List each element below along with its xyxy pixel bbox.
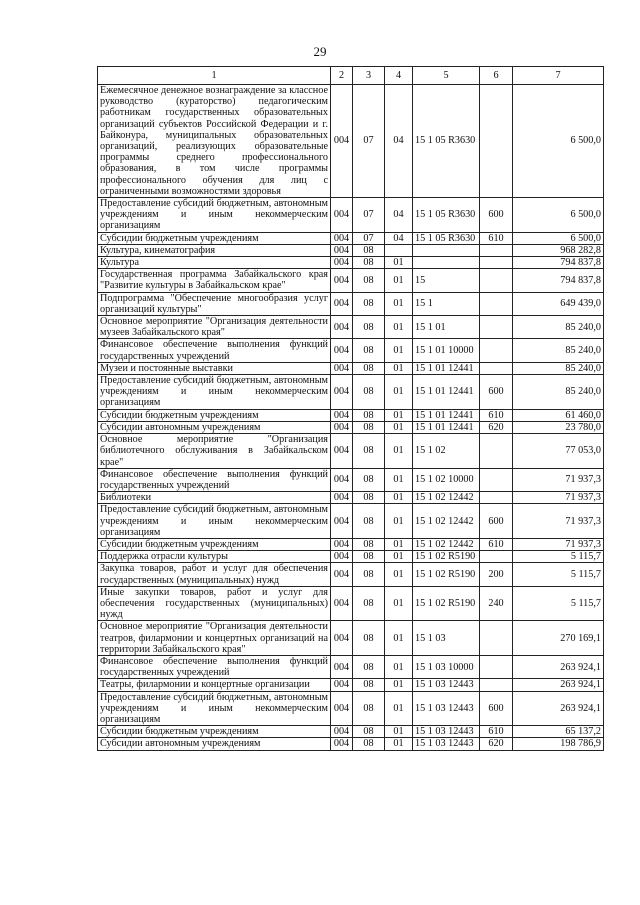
row-name: Субсидии бюджетным учреждениям [98, 232, 331, 244]
col2-code: 004 [331, 563, 353, 586]
col4-code: 01 [385, 468, 413, 491]
col5-code: 15 1 01 12441 [413, 421, 480, 433]
col4-code: 01 [385, 621, 413, 656]
col2-code: 004 [331, 434, 353, 469]
col5-code: 15 1 [413, 292, 480, 315]
col4-code: 01 [385, 691, 413, 726]
col4-code: 01 [385, 292, 413, 315]
col4-code: 01 [385, 586, 413, 621]
col3-code: 08 [353, 738, 385, 750]
col4-code: 01 [385, 375, 413, 410]
table-row [98, 198, 604, 233]
col3-code: 08 [353, 434, 385, 469]
header-cell: 4 [385, 67, 413, 85]
col4-code: 01 [385, 679, 413, 691]
col4-code: 01 [385, 409, 413, 421]
table-row [98, 691, 604, 726]
col6-code: 600 [480, 691, 513, 726]
col4-code: 01 [385, 738, 413, 750]
col6-code [480, 492, 513, 504]
amount: 198 786,9 [513, 738, 604, 750]
col6-code [480, 85, 513, 198]
row-name: Культура [98, 257, 331, 269]
col2-code: 004 [331, 292, 353, 315]
amount: 794 837,8 [513, 269, 604, 292]
col6-code [480, 244, 513, 256]
table-row [98, 232, 604, 244]
col3-code: 08 [353, 375, 385, 410]
col4-code: 01 [385, 551, 413, 563]
header-row [98, 67, 604, 85]
table-row [98, 339, 604, 362]
col2-code: 004 [331, 691, 353, 726]
row-name: Финансовое обеспечение выполнения функций государственных учреждений [98, 468, 331, 491]
col4-code: 01 [385, 257, 413, 269]
amount: 5 115,7 [513, 551, 604, 563]
col5-code: 15 1 02 10000 [413, 468, 480, 491]
col2-code: 004 [331, 538, 353, 550]
amount: 6 500,0 [513, 85, 604, 198]
row-name: Иные закупки товаров, работ и услуг для обеспечения государственных (муниципальных) нужд [98, 586, 331, 621]
col3-code: 08 [353, 257, 385, 269]
row-name: Субсидии автономным учреждениям [98, 421, 331, 433]
col5-code: 15 1 05 R3630 [413, 232, 480, 244]
table-row [98, 316, 604, 339]
col2-code: 004 [331, 316, 353, 339]
col2-code: 004 [331, 621, 353, 656]
row-name: Субсидии бюджетным учреждениям [98, 409, 331, 421]
col3-code: 08 [353, 316, 385, 339]
col4-code: 01 [385, 339, 413, 362]
header-cell: 3 [353, 67, 385, 85]
amount: 263 924,1 [513, 679, 604, 691]
col6-code [480, 339, 513, 362]
col3-code: 08 [353, 538, 385, 550]
row-name: Финансовое обеспечение выполнения функций государственных учреждений [98, 655, 331, 678]
col5-code: 15 [413, 269, 480, 292]
col6-code: 620 [480, 738, 513, 750]
table-row [98, 292, 604, 315]
col5-code: 15 1 05 R3630 [413, 85, 480, 198]
table-row [98, 434, 604, 469]
col4-code: 01 [385, 538, 413, 550]
col2-code: 004 [331, 655, 353, 678]
col3-code: 08 [353, 269, 385, 292]
col4-code: 04 [385, 198, 413, 233]
amount: 85 240,0 [513, 339, 604, 362]
col6-code: 600 [480, 375, 513, 410]
row-name: Предоставление субсидий бюджетным, автономным учреждениям и иным некоммерческим организациям [98, 198, 331, 233]
row-name: Закупка товаров, работ и услуг для обеспечения государственных (муниципальных) нужд [98, 563, 331, 586]
col3-code: 08 [353, 655, 385, 678]
table-row [98, 269, 604, 292]
col5-code: 15 1 02 R5190 [413, 563, 480, 586]
row-name: Субсидии бюджетным учреждениям [98, 538, 331, 550]
col2-code: 004 [331, 504, 353, 539]
table-row [98, 738, 604, 750]
col5-code: 15 1 02 12442 [413, 538, 480, 550]
row-name: Культура, кинематография [98, 244, 331, 256]
col3-code: 08 [353, 468, 385, 491]
col6-code: 610 [480, 726, 513, 738]
amount: 71 937,3 [513, 538, 604, 550]
col6-code: 600 [480, 504, 513, 539]
col3-code: 08 [353, 244, 385, 256]
header-cell: 1 [98, 67, 331, 85]
col6-code [480, 468, 513, 491]
col3-code: 08 [353, 621, 385, 656]
table-row [98, 679, 604, 691]
col3-code: 07 [353, 232, 385, 244]
amount: 85 240,0 [513, 375, 604, 410]
col4-code: 04 [385, 232, 413, 244]
col4-code: 01 [385, 362, 413, 374]
amount: 85 240,0 [513, 362, 604, 374]
col5-code: 15 1 03 12443 [413, 726, 480, 738]
page-number: 29 [313, 44, 327, 59]
amount: 968 282,8 [513, 244, 604, 256]
col6-code: 600 [480, 198, 513, 233]
amount: 263 924,1 [513, 691, 604, 726]
col5-code: 15 1 01 [413, 316, 480, 339]
col3-code: 08 [353, 409, 385, 421]
row-name: Поддержка отрасли культуры [98, 551, 331, 563]
col5-code: 15 1 02 [413, 434, 480, 469]
amount: 5 115,7 [513, 563, 604, 586]
col5-code: 15 1 01 12441 [413, 409, 480, 421]
row-name: Подпрограмма "Обеспечение многообразия услуг организаций культуры" [98, 292, 331, 315]
col6-code [480, 551, 513, 563]
table-row [98, 504, 604, 539]
table-row [98, 586, 604, 621]
col4-code: 01 [385, 316, 413, 339]
row-name: Основное мероприятие "Организация библиотечного обслуживания в Забайкальском крае" [98, 434, 331, 469]
row-name: Субсидии автономным учреждениям [98, 738, 331, 750]
col5-code: 15 1 02 R5190 [413, 551, 480, 563]
col6-code [480, 362, 513, 374]
col2-code: 004 [331, 375, 353, 410]
table-row [98, 655, 604, 678]
table-row [98, 468, 604, 491]
col3-code: 08 [353, 339, 385, 362]
table-row [98, 563, 604, 586]
amount: 270 169,1 [513, 621, 604, 656]
col4-code: 01 [385, 434, 413, 469]
header-cell: 2 [331, 67, 353, 85]
col3-code: 08 [353, 691, 385, 726]
header-cell: 6 [480, 67, 513, 85]
col4-code: 01 [385, 492, 413, 504]
col5-code: 15 1 03 12443 [413, 738, 480, 750]
row-name: Библиотеки [98, 492, 331, 504]
col5-code [413, 257, 480, 269]
col4-code: 01 [385, 504, 413, 539]
col2-code: 004 [331, 586, 353, 621]
col3-code: 08 [353, 726, 385, 738]
col5-code [413, 244, 480, 256]
col5-code: 15 1 03 [413, 621, 480, 656]
table-row [98, 538, 604, 550]
col5-code: 15 1 03 12443 [413, 691, 480, 726]
table-row [98, 492, 604, 504]
amount: 77 053,0 [513, 434, 604, 469]
amount: 6 500,0 [513, 232, 604, 244]
table-row [98, 375, 604, 410]
col5-code: 15 1 02 12442 [413, 504, 480, 539]
col3-code: 07 [353, 198, 385, 233]
amount: 6 500,0 [513, 198, 604, 233]
col6-code [480, 434, 513, 469]
row-name: Предоставление субсидий бюджетным, автономным учреждениям и иным некоммерческим организациям [98, 691, 331, 726]
col5-code: 15 1 01 10000 [413, 339, 480, 362]
col3-code: 08 [353, 504, 385, 539]
amount: 649 439,0 [513, 292, 604, 315]
col6-code: 610 [480, 538, 513, 550]
row-name: Основное мероприятие "Организация деятельности музеев Забайкальского края" [98, 316, 331, 339]
header-cell: 7 [513, 67, 604, 85]
table-row [98, 85, 604, 198]
col2-code: 004 [331, 726, 353, 738]
col6-code [480, 257, 513, 269]
table-row [98, 726, 604, 738]
amount: 263 924,1 [513, 655, 604, 678]
amount: 65 137,2 [513, 726, 604, 738]
col2-code: 004 [331, 198, 353, 233]
col6-code [480, 292, 513, 315]
col6-code: 240 [480, 586, 513, 621]
row-name: Финансовое обеспечение выполнения функций государственных учреждений [98, 339, 331, 362]
col3-code: 08 [353, 679, 385, 691]
amount: 794 837,8 [513, 257, 604, 269]
table-row [98, 421, 604, 433]
col3-code: 08 [353, 421, 385, 433]
budget-table [97, 66, 604, 751]
col2-code: 004 [331, 232, 353, 244]
amount: 85 240,0 [513, 316, 604, 339]
amount: 5 115,7 [513, 586, 604, 621]
amount: 23 780,0 [513, 421, 604, 433]
row-name: Предоставление субсидий бюджетным, автономным учреждениям и иным некоммерческим организациям [98, 375, 331, 410]
col6-code: 620 [480, 421, 513, 433]
col3-code: 08 [353, 551, 385, 563]
col4-code: 04 [385, 85, 413, 198]
header-cell: 5 [413, 67, 480, 85]
table-row [98, 244, 604, 256]
row-name: Музеи и постоянные выставки [98, 362, 331, 374]
col2-code: 004 [331, 551, 353, 563]
col4-code: 01 [385, 726, 413, 738]
col2-code: 004 [331, 362, 353, 374]
col3-code: 08 [353, 492, 385, 504]
table-row [98, 621, 604, 656]
col5-code: 15 1 05 R3630 [413, 198, 480, 233]
table-row [98, 257, 604, 269]
col3-code: 08 [353, 292, 385, 315]
col2-code: 004 [331, 421, 353, 433]
col3-code: 07 [353, 85, 385, 198]
col2-code: 004 [331, 85, 353, 198]
col4-code [385, 244, 413, 256]
col5-code: 15 1 02 R5190 [413, 586, 480, 621]
amount: 71 937,3 [513, 468, 604, 491]
col2-code: 004 [331, 492, 353, 504]
amount: 71 937,3 [513, 504, 604, 539]
col2-code: 004 [331, 339, 353, 362]
col6-code [480, 316, 513, 339]
col3-code: 08 [353, 362, 385, 374]
col5-code: 15 1 01 12441 [413, 362, 480, 374]
col6-code: 200 [480, 563, 513, 586]
col6-code: 610 [480, 232, 513, 244]
col6-code [480, 269, 513, 292]
col4-code: 01 [385, 655, 413, 678]
col5-code: 15 1 03 10000 [413, 655, 480, 678]
col2-code: 004 [331, 244, 353, 256]
col2-code: 004 [331, 269, 353, 292]
table-row [98, 409, 604, 421]
col4-code: 01 [385, 269, 413, 292]
amount: 71 937,3 [513, 492, 604, 504]
row-name: Ежемесячное денежное вознаграждение за классное руководство (кураторство) педагогическим работникам государственных образовательных организаций субъектов Российской Федерации и г. Байконура, муниципальных образовательных организаций, реализующих образовательные программы среднего профессионального образования, в том числе программы профессионального обучения для лиц с ограниченными возможностями здоровья [98, 85, 331, 198]
col2-code: 004 [331, 679, 353, 691]
row-name: Субсидии бюджетным учреждениям [98, 726, 331, 738]
col2-code: 004 [331, 738, 353, 750]
row-name: Основное мероприятие "Организация деятельности театров, филармонии и концертных организаций на территории Забайкальского края" [98, 621, 331, 656]
col5-code: 15 1 02 12442 [413, 492, 480, 504]
col4-code: 01 [385, 421, 413, 433]
col2-code: 004 [331, 257, 353, 269]
col5-code: 15 1 03 12443 [413, 679, 480, 691]
row-name: Предоставление субсидий бюджетным, автономным учреждениям и иным некоммерческим организациям [98, 504, 331, 539]
col6-code [480, 655, 513, 678]
col2-code: 004 [331, 468, 353, 491]
row-name: Театры, филармонии и концертные организации [98, 679, 331, 691]
col6-code: 610 [480, 409, 513, 421]
table-row [98, 362, 604, 374]
amount: 61 460,0 [513, 409, 604, 421]
col2-code: 004 [331, 409, 353, 421]
table-row [98, 551, 604, 563]
col5-code: 15 1 01 12441 [413, 375, 480, 410]
row-name: Государственная программа Забайкальского края "Развитие культуры в Забайкальском крае" [98, 269, 331, 292]
col4-code: 01 [385, 563, 413, 586]
col3-code: 08 [353, 563, 385, 586]
col6-code [480, 679, 513, 691]
col3-code: 08 [353, 586, 385, 621]
col6-code [480, 621, 513, 656]
